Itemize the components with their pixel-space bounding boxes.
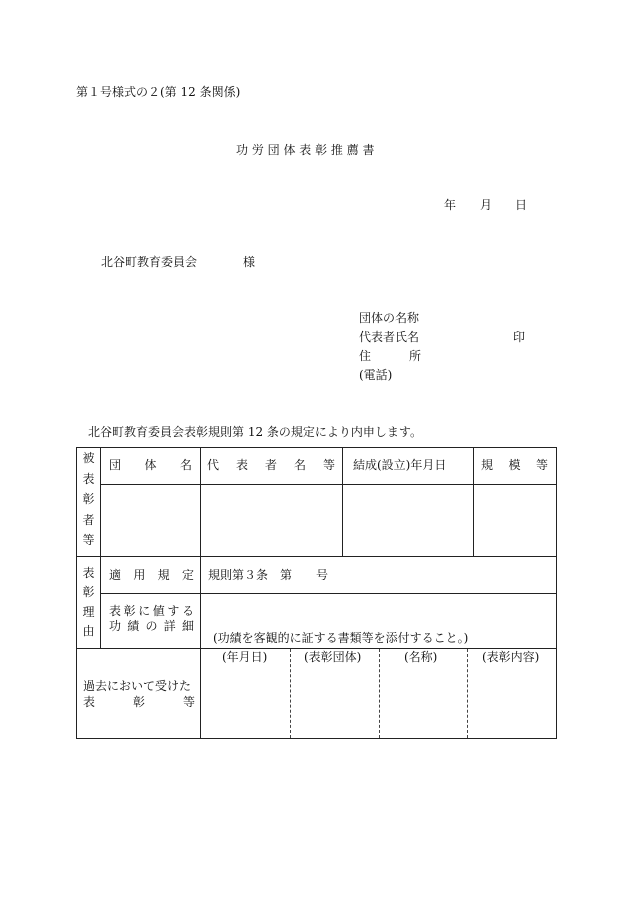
- past-header-awarding-body: (表彰団体): [304, 650, 362, 664]
- past-header-award-content: (表彰内容): [482, 650, 540, 664]
- org-name-label: 団体の名称: [359, 311, 420, 325]
- date-day: 日: [515, 198, 528, 212]
- merit-label-line2: 功 績 の 詳 細: [109, 619, 194, 633]
- merit-label-line1: 表 彰 に 値 す る: [109, 604, 194, 618]
- recipient-honorific: 様: [243, 255, 256, 269]
- rule-label: 適 用 規 定: [109, 568, 194, 582]
- page-title: 功 労 団 体 表 彰 推 薦 書: [236, 143, 375, 157]
- statement: 北谷町教育委員会表彰規則第 12 条の規定により内申します。: [88, 425, 422, 439]
- rule-value: 規則第３条 第 号: [208, 568, 329, 582]
- nominee-side-label: 被 表 彰 者 等: [82, 451, 95, 547]
- date-year: 年: [444, 198, 457, 212]
- header-org-name: 団 体 名: [109, 458, 192, 472]
- phone-label: (電話): [359, 368, 393, 382]
- header-scale: 規 模 等: [481, 458, 548, 472]
- date-month: 月: [480, 198, 493, 212]
- header-representative: 代 表 者 名 等: [207, 458, 335, 472]
- address-label-first: 住: [359, 349, 372, 363]
- reason-side-label: 表 彰 理 由: [82, 566, 95, 638]
- nomination-table: [76, 447, 557, 739]
- past-awards-label-line1: 過去において受けた: [83, 679, 192, 693]
- merit-note: (功績を客観的に証する書類等を添付すること。): [213, 631, 469, 645]
- past-header-award-name: (名称): [404, 650, 438, 664]
- recipient-name: 北谷町教育委員会: [101, 255, 198, 269]
- rep-name-label: 代表者氏名: [359, 330, 420, 344]
- seal-mark: 印: [513, 330, 526, 344]
- address-label-second: 所: [409, 349, 422, 363]
- past-awards-label-line2: 表 彰 等: [83, 695, 195, 709]
- form-number: 第１号様式の２(第 12 条関係): [76, 85, 241, 99]
- header-established-date: 結成(設立)年月日: [353, 458, 447, 472]
- past-header-date: (年月日): [222, 650, 268, 664]
